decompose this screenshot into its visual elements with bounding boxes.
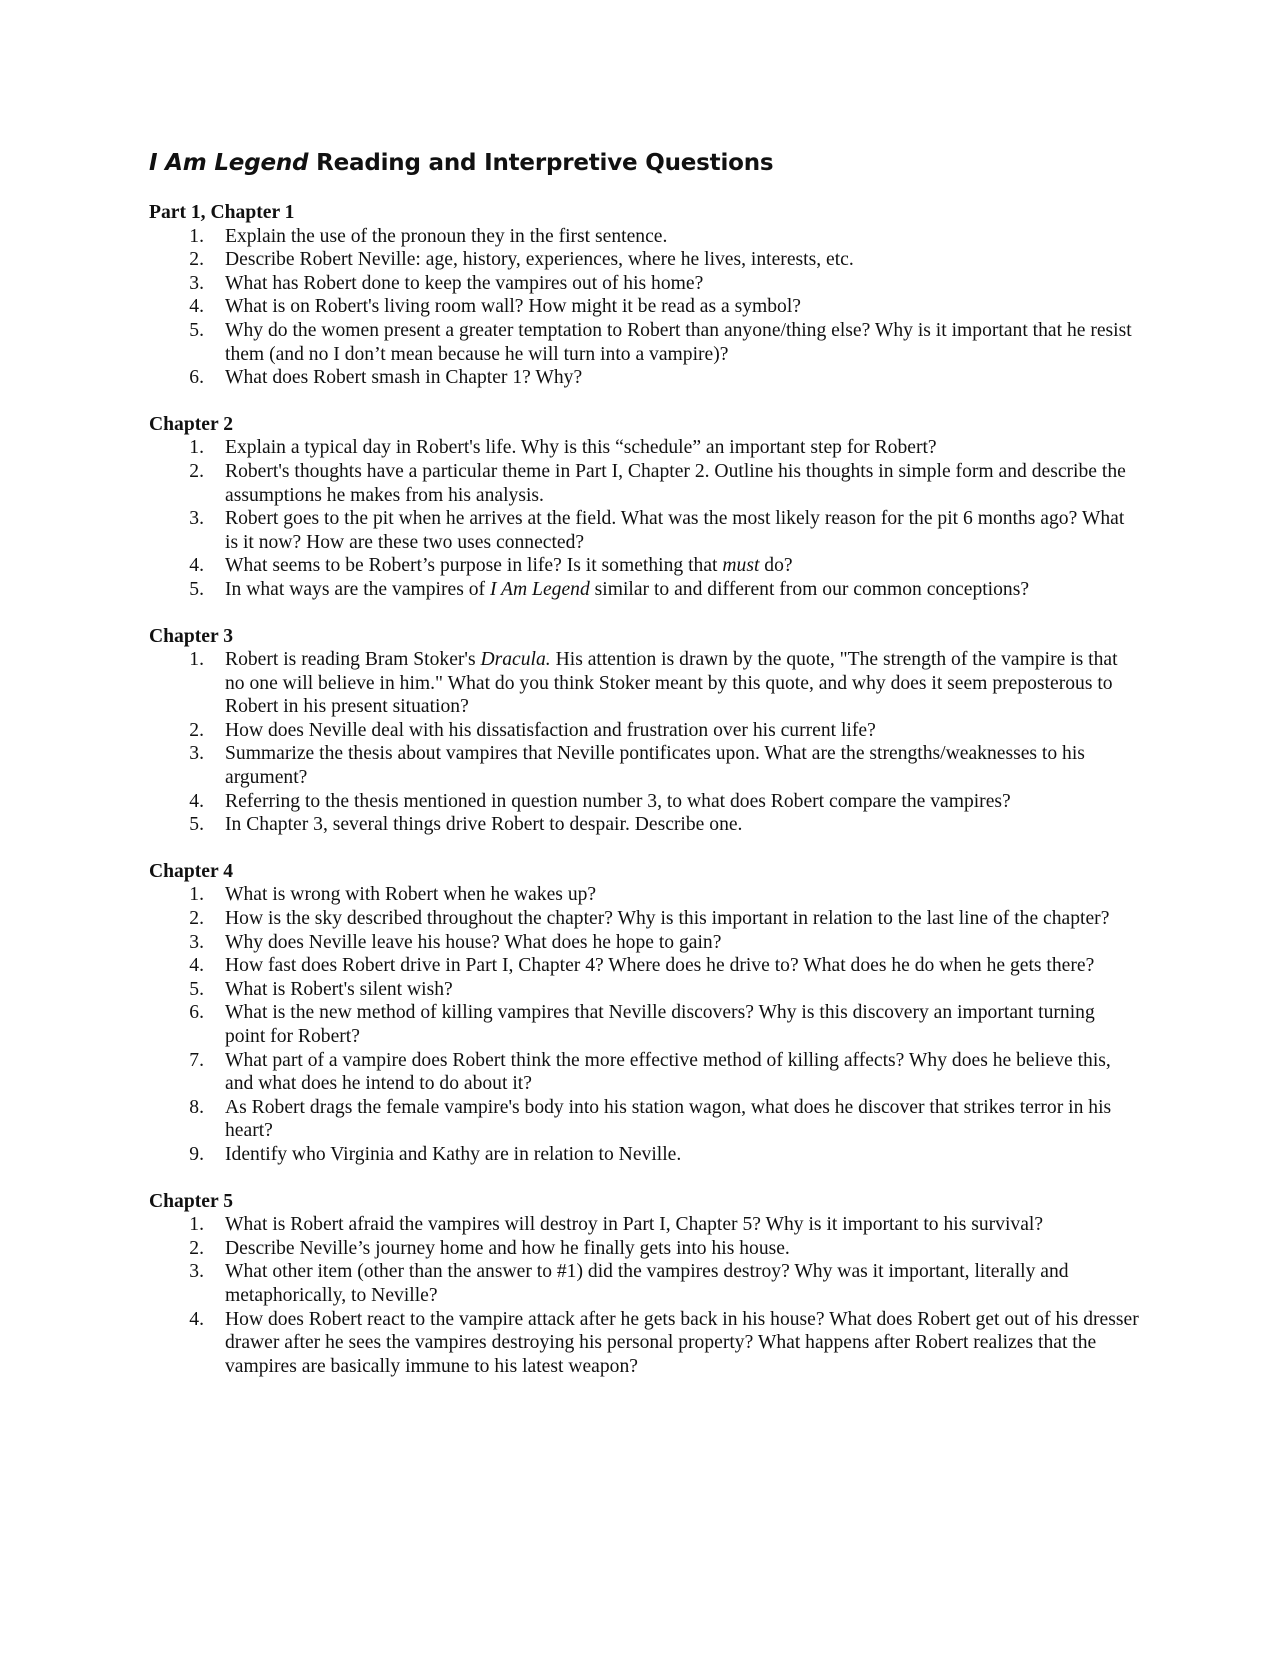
question-number: 5.: [189, 978, 204, 1000]
question-text: [225, 1050, 1111, 1095]
question-item: [149, 907, 1139, 931]
question-text: [225, 884, 596, 905]
section-heading: Chapter 5: [149, 1190, 234, 1212]
question-text: [225, 720, 876, 741]
question-number: 6.: [189, 1002, 204, 1024]
question-text-segment: What is the new method of killing vampires that Neville discovers? Why is this discovery an important turning point for Robert?: [225, 1002, 1095, 1047]
question-list: [149, 1213, 1139, 1378]
question-item: [149, 1096, 1139, 1143]
question-text-segment: How fast does Robert drive in Part I, Chapter 4? Where does he drive to? What does he do when he gets there?: [225, 955, 1095, 977]
question-item: [149, 507, 1139, 554]
question-item: [149, 578, 1139, 602]
question-text: [225, 1144, 681, 1165]
question-section: [149, 625, 1139, 837]
question-item: [149, 1308, 1139, 1379]
question-text-segment: Summarize the thesis about vampires that Neville pontificates upon. What are the strengths/weaknesses to his argument?: [225, 743, 1085, 789]
question-text: [225, 296, 801, 317]
question-number: 4.: [189, 1308, 204, 1330]
question-number: 3.: [189, 743, 204, 765]
question-item: [149, 1237, 1139, 1261]
question-item: [149, 1001, 1139, 1048]
question-text: [225, 1309, 1139, 1377]
question-text: [225, 814, 742, 835]
question-item: [149, 295, 1139, 319]
section-heading: Part 1, Chapter 1: [149, 202, 295, 223]
question-text-segment: What other item (other than the answer to #1) did the vampires destroy? Why was it important, literally and metaphorically, to Neville?: [225, 1261, 1069, 1306]
question-list: [149, 648, 1139, 837]
question-text: [225, 649, 1118, 717]
question-text-segment: Robert's thoughts have a particular theme in Part I, Chapter 2. Outline his thoughts in simple form and describe the assumptions he makes from his analysis.: [225, 460, 1126, 506]
section-heading: Chapter 3: [149, 625, 234, 647]
question-text-segment: What is Robert afraid the vampires will destroy in Part I, Chapter 5? Why is it important to his survival?: [225, 1214, 1044, 1236]
question-number: 1.: [189, 884, 204, 906]
question-number: 2.: [189, 249, 204, 271]
question-number: 5.: [189, 319, 204, 341]
question-text: [225, 437, 937, 458]
question-item: [149, 954, 1139, 978]
question-text-segment: Why does Neville leave his house? What does he hope to gain?: [225, 931, 722, 953]
question-number: 1.: [189, 1214, 204, 1236]
question-text: [225, 555, 793, 576]
question-item: [149, 1143, 1139, 1167]
question-text-segment: What is wrong with Robert when he wakes up?: [225, 884, 597, 906]
question-number: 3.: [189, 1261, 204, 1283]
question-item: [149, 460, 1139, 507]
question-section: [149, 201, 1139, 390]
question-text: [225, 1238, 790, 1259]
question-item: [149, 719, 1139, 743]
question-text-segment: How does Neville deal with his dissatisfaction and frustration over his current life?: [225, 719, 876, 741]
question-number: 1.: [189, 225, 204, 247]
question-number: 3.: [189, 931, 204, 953]
question-item: [149, 225, 1139, 249]
question-number: 2.: [189, 460, 204, 482]
question-number: 1.: [189, 437, 204, 459]
question-item: [149, 1260, 1139, 1307]
question-text-segment: Robert goes to the pit when he arrives at the field. What was the most likely reason for the pit 6 months ago? What is it now? How are these two uses connected?: [225, 508, 1125, 553]
question-number: 5.: [189, 578, 204, 600]
question-text-italic: must: [722, 555, 760, 577]
question-item: [149, 248, 1139, 272]
question-number: 4.: [189, 555, 204, 577]
question-text-segment: What is on Robert's living room wall? How might it be read as a symbol?: [225, 296, 801, 318]
question-text-segment: Describe Neville’s journey home and how he finally gets into his house.: [225, 1237, 790, 1259]
question-text-segment: Robert is reading Bram Stoker's: [225, 649, 481, 671]
question-text-segment: What is Robert's silent wish?: [225, 978, 453, 1000]
question-item: [149, 366, 1139, 390]
question-item: [149, 436, 1139, 460]
question-item: [149, 554, 1139, 578]
question-section: [149, 1190, 1139, 1379]
question-text-segment: Explain a typical day in Robert's life. Why is this “schedule” an important step for Robert?: [225, 437, 937, 459]
question-item: [149, 1049, 1139, 1096]
question-item: [149, 319, 1139, 366]
question-number: 6.: [189, 367, 204, 389]
question-item: [149, 1213, 1139, 1237]
question-item: [149, 648, 1139, 719]
question-list: [149, 883, 1139, 1166]
question-text: [225, 908, 1109, 929]
page-title: [149, 147, 1139, 179]
question-text: [225, 1261, 1069, 1306]
question-text-segment: How is the sky described throughout the chapter? Why is this important in relation to the last line of the chapter?: [225, 908, 1110, 930]
question-number: 7.: [189, 1049, 204, 1071]
question-text-segment: What part of a vampire does Robert think the more effective method of killing affects? Why does he believe this, and what does he intend to do about it?: [225, 1049, 1111, 1095]
question-list: [149, 225, 1139, 390]
question-text: [225, 1214, 1043, 1235]
question-number: 4.: [189, 790, 204, 812]
question-text: [225, 461, 1126, 506]
question-item: [149, 272, 1139, 296]
question-text: [225, 579, 1029, 600]
question-text: [225, 226, 667, 247]
question-text-italic: Dracula.: [480, 649, 551, 671]
question-number: 9.: [189, 1143, 204, 1165]
title-book-name: I Am Legend: [149, 150, 309, 176]
question-number: 4.: [189, 296, 204, 318]
question-text: [225, 273, 703, 294]
document-content: [149, 147, 1139, 1378]
question-text: [225, 508, 1124, 553]
question-text: [225, 791, 1011, 812]
question-text: [225, 320, 1132, 365]
question-text-segment: In Chapter 3, several things drive Robert to despair. Describe one.: [225, 814, 743, 836]
question-text-segment: similar to and different from our common conceptions?: [589, 578, 1030, 600]
question-item: [149, 883, 1139, 907]
question-text-segment: Explain the use of the pronoun they in the first sentence.: [225, 225, 668, 247]
section-heading: Chapter 4: [149, 860, 234, 882]
question-number: 2.: [189, 1237, 204, 1259]
title-rest: Reading and Interpretive Questions: [308, 150, 774, 176]
question-text: [225, 979, 453, 1000]
question-item: [149, 931, 1139, 955]
section-heading: Chapter 2: [149, 413, 234, 435]
question-item: [149, 790, 1139, 814]
question-item: [149, 742, 1139, 789]
question-text-segment: How does Robert react to the vampire attack after he gets back in his house? What does Robert get out of his dresser drawer after he sees the vampires destroying his personal property? What happens after Robert realizes that the vampires are basically immune to his latest weapon?: [225, 1308, 1139, 1377]
question-text: [225, 367, 582, 388]
question-list: [149, 436, 1139, 601]
question-number: 5.: [189, 814, 204, 836]
question-number: 1.: [189, 649, 204, 671]
question-text-segment: What seems to be Robert’s purpose in life? Is it something that: [225, 555, 723, 577]
question-number: 2.: [189, 908, 204, 930]
question-number: 3.: [189, 508, 204, 530]
question-text: [225, 932, 721, 953]
question-text-segment: Referring to the thesis mentioned in question number 3, to what does Robert compare the vampires?: [225, 790, 1011, 812]
question-section: [149, 413, 1139, 602]
question-text: [225, 1097, 1111, 1142]
question-item: [149, 813, 1139, 837]
question-number: 3.: [189, 272, 204, 294]
question-number: 2.: [189, 719, 204, 741]
question-text-segment: His attention is drawn by the quote, "The strength of the vampire is that no one will believe in him." What do you think Stoker meant by this quote, and why does it seem preposterous to Robert in his present situation?: [225, 649, 1118, 718]
question-text-segment: As Robert drags the female vampire's body into his station wagon, what does he discover that strikes terror in his heart?: [225, 1096, 1112, 1142]
question-text-segment: What does Robert smash in Chapter 1? Why?: [225, 367, 583, 389]
question-item: [149, 978, 1139, 1002]
question-number: 4.: [189, 955, 204, 977]
question-text: [225, 1002, 1095, 1047]
question-text-segment: Describe Robert Neville: age, history, experiences, where he lives, interests, etc.: [225, 249, 854, 271]
question-text: [225, 249, 854, 270]
question-text-segment: What has Robert done to keep the vampires out of his home?: [225, 272, 704, 294]
question-text-segment: Identify who Virginia and Kathy are in relation to Neville.: [225, 1143, 682, 1165]
question-text-segment: In what ways are the vampires of: [225, 578, 490, 600]
question-text: [225, 955, 1094, 976]
question-text: [225, 743, 1085, 788]
question-section: [149, 860, 1139, 1167]
question-text-italic: I Am Legend: [489, 578, 590, 600]
question-number: 8.: [189, 1096, 204, 1118]
question-text-segment: do?: [759, 555, 793, 577]
question-text-segment: Why do the women present a greater temptation to Robert than anyone/thing else? Why is it important that he resist them (and no I don’t mean because he will turn into a vampire)?: [225, 319, 1132, 365]
